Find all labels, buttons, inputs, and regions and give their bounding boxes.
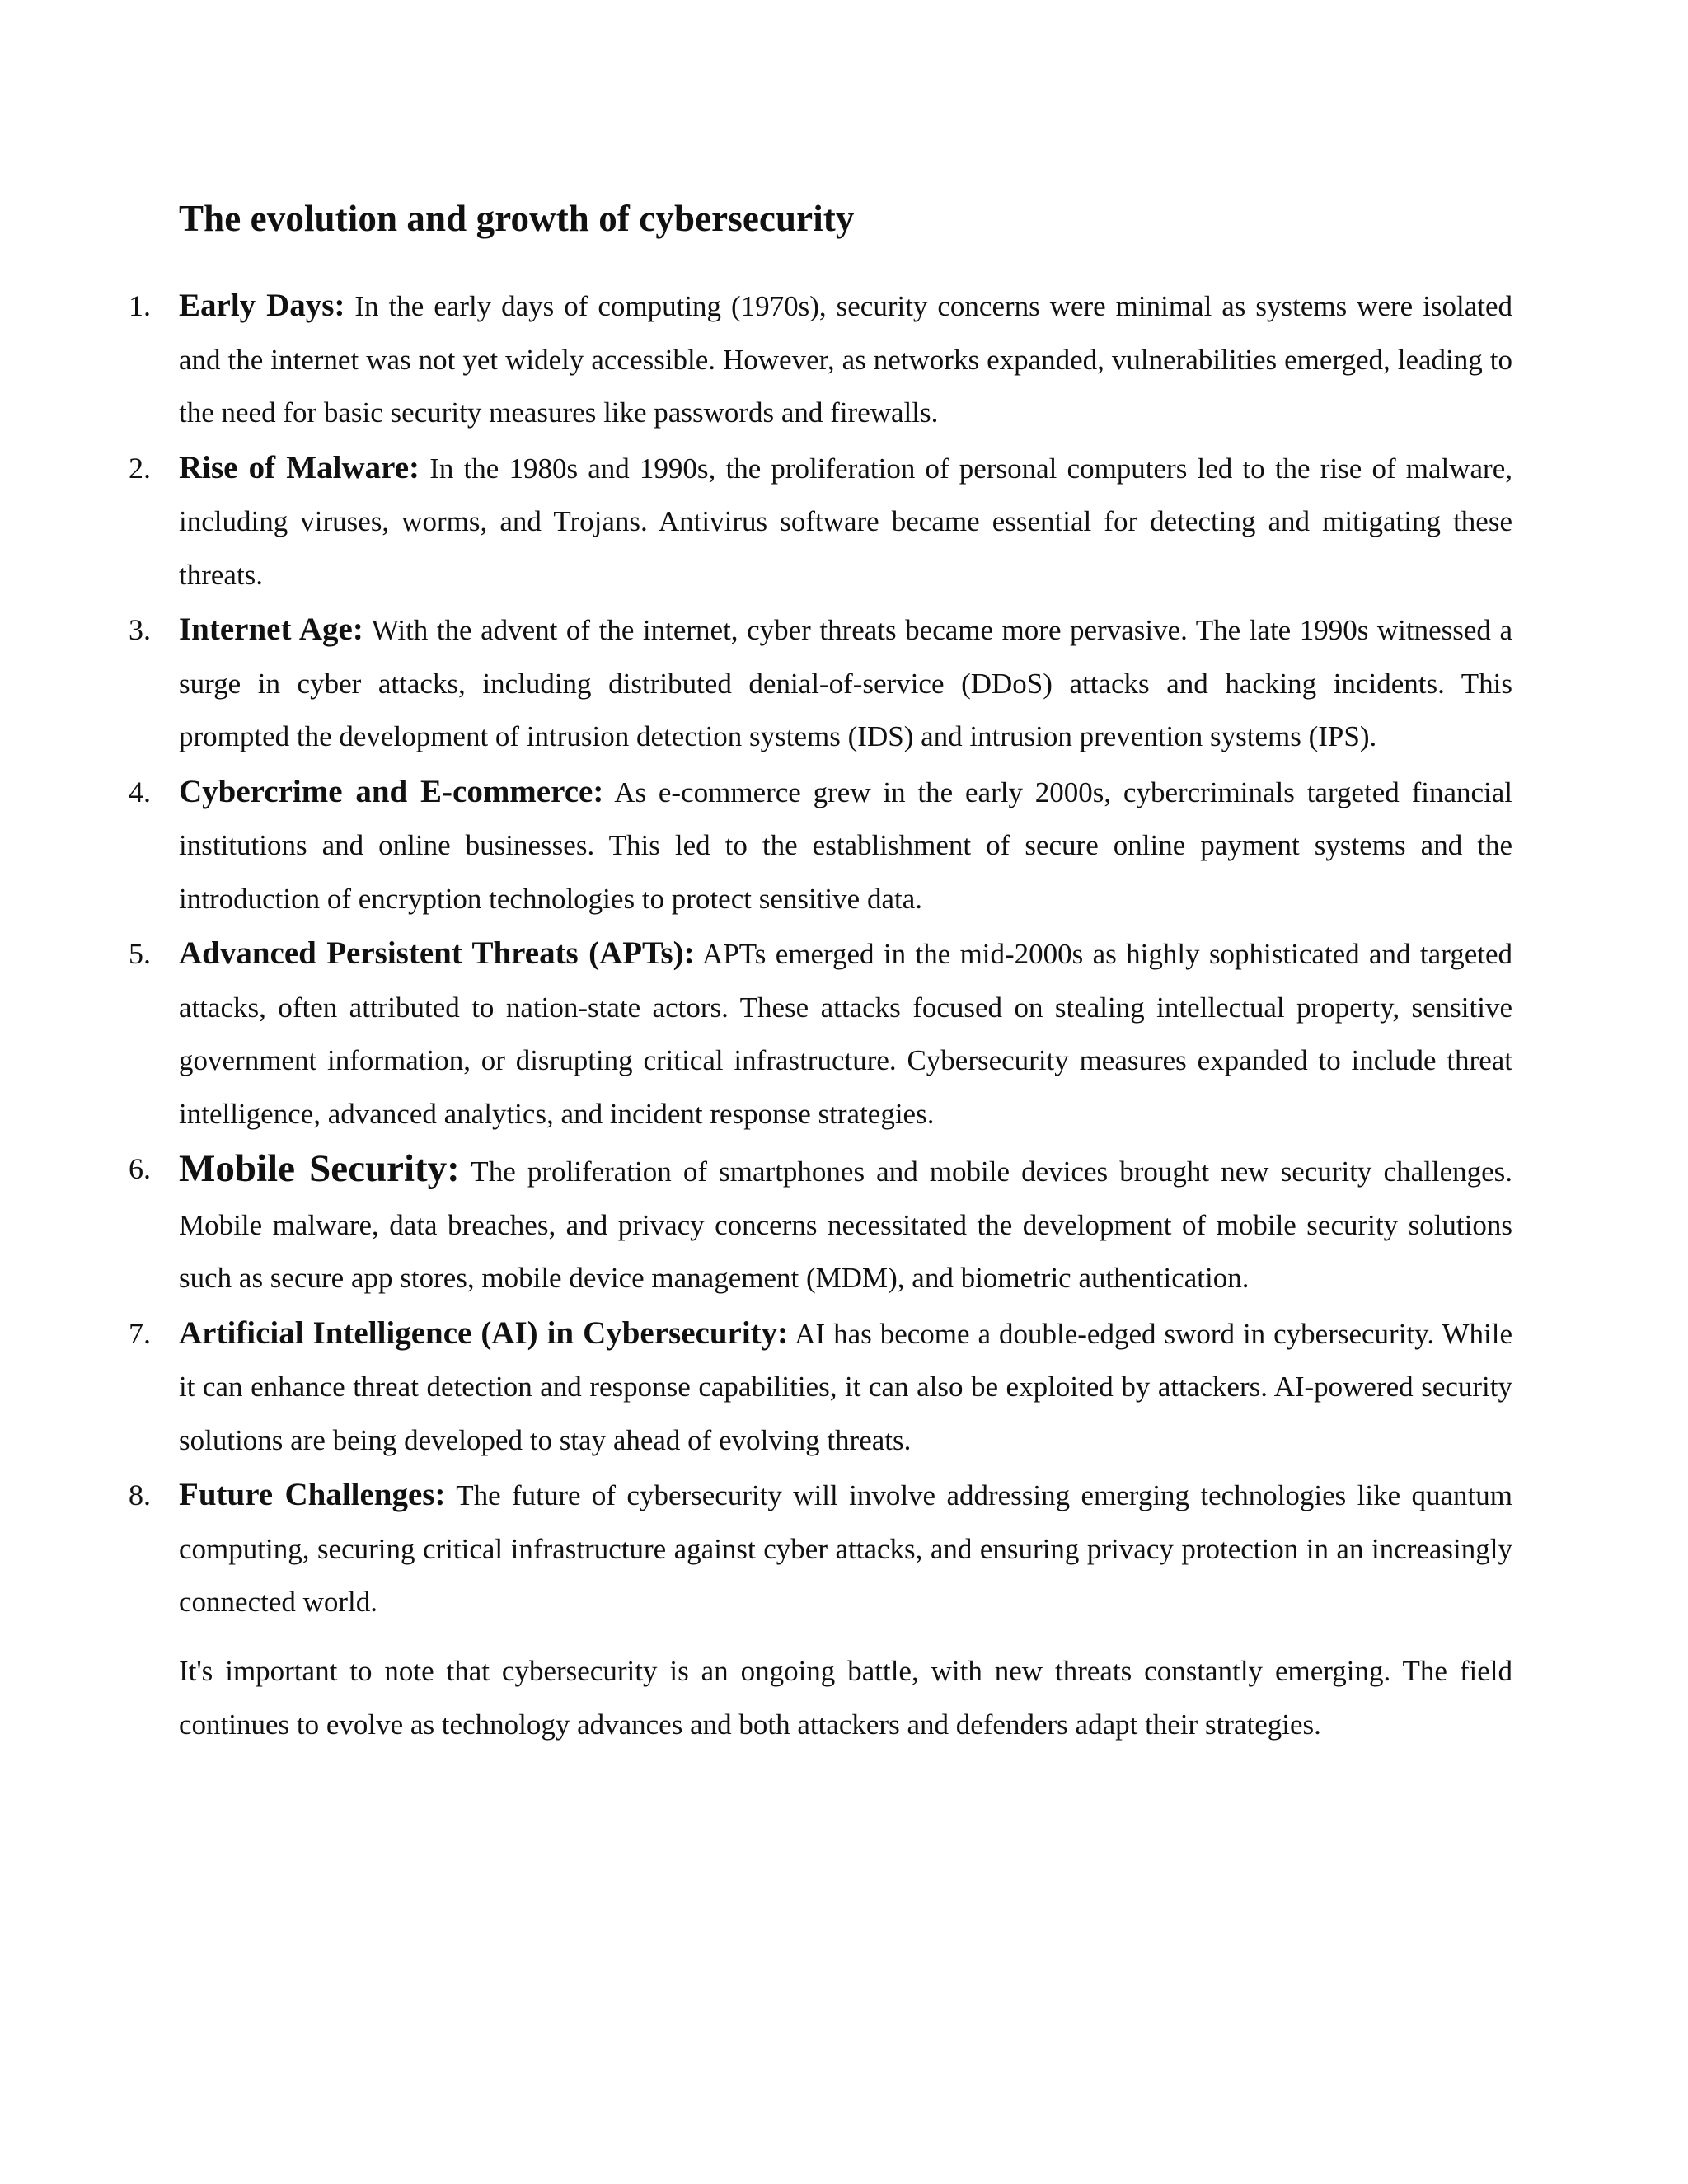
- evolution-list: [0, 279, 1688, 1631]
- list-item-body: In the early days of computing (1970s), security concerns were minimal as systems were isolated and the internet was not yet widely accessible. However, as networks expanded, vulnerabilities emerged, leading to the need for basic security measures like passwords and firewalls.: [179, 290, 1512, 429]
- list-item-body: In the 1980s and 1990s, the proliferation of personal computers led to the rise of malware, including viruses, worms, and Trojans. Antivirus software became essential for detecting and mitigating these threats.: [179, 452, 1512, 591]
- list-item-future-challenges: [0, 1469, 1512, 1629]
- list-item-text: [179, 1307, 1512, 1468]
- list-item-term: Cybercrime and E-commerce:: [179, 773, 604, 809]
- list-item-number: 4.: [129, 775, 151, 808]
- list-item-number: 1.: [129, 289, 151, 322]
- list-item-text: [179, 1142, 1512, 1305]
- list-item-apts: [0, 927, 1512, 1141]
- list-item-ai-cybersecurity: [0, 1307, 1512, 1468]
- list-item-number: 2.: [129, 451, 151, 485]
- list-item-mobile-security: [0, 1142, 1512, 1305]
- list-item-text: [179, 1469, 1512, 1629]
- list-item-body: APTs emerged in the mid-2000s as highly sophisticated and targeted attacks, often attributed to nation-state actors. These attacks focused on stealing intellectual property, sensitive government information, or disrupting critical infrastructure. Cybersecurity measures expanded to include threat intelligence, advanced analytics, and incident response strategies.: [179, 938, 1512, 1130]
- list-item-number: 3.: [129, 613, 151, 646]
- list-item-term: Artificial Intelligence (AI) in Cybersecurity:: [179, 1315, 789, 1351]
- list-item-term: Early Days:: [179, 288, 345, 323]
- list-item-cybercrime-ecommerce: [0, 766, 1512, 926]
- list-item-body: With the advent of the internet, cyber threats became more pervasive. The late 1990s witnessed a surge in cyber attacks, including distributed denial-of-service (DDoS) attacks and hacking incidents. This prompted the development of intrusion detection systems (IDS) and intrusion prevention systems (IPS).: [179, 614, 1512, 752]
- list-item-text: [179, 279, 1512, 440]
- list-item-early-days: [0, 279, 1512, 440]
- list-item-term: Internet Age:: [179, 612, 363, 647]
- list-item-number: 5.: [129, 937, 151, 970]
- closing-paragraph: It's important to note that cybersecurity is an ongoing battle, with new threats constantly emerging. The field continues to evolve as technology advances and both attackers and defenders adapt their strategies.: [179, 1655, 1512, 1741]
- list-item-term: Rise of Malware:: [179, 449, 420, 485]
- list-item-rise-of-malware: [0, 442, 1512, 602]
- list-item-number: 6.: [129, 1152, 151, 1185]
- list-item-term: Advanced Persistent Threats (APTs):: [179, 935, 695, 971]
- list-item-body: The future of cybersecurity will involve addressing emerging technologies like quantum computing, securing critical infrastructure against cyber attacks, and ensuring privacy protection in an increasingly connected world.: [179, 1479, 1512, 1618]
- list-item-text: [179, 603, 1512, 764]
- list-item-text: [179, 766, 1512, 926]
- page-title: The evolution and growth of cybersecurity: [179, 198, 855, 239]
- list-item-body: AI has become a double-edged sword in cybersecurity. While it can enhance threat detection and response capabilities, it can also be exploited by attackers. AI-powered security solutions are being developed to stay ahead of evolving threats.: [179, 1317, 1512, 1456]
- list-item-term: Mobile Security:: [179, 1147, 460, 1190]
- list-item-text: [179, 927, 1512, 1141]
- list-item-internet-age: [0, 603, 1512, 764]
- list-item-body: The proliferation of smartphones and mobile devices brought new security challenges. Mobile malware, data breaches, and privacy concerns necessitated the development of mobile security solutions such as secure app stores, mobile device management (MDM), and biometric authentication.: [179, 1155, 1513, 1294]
- list-item-number: 8.: [129, 1479, 151, 1511]
- list-item-term: Future Challenges:: [179, 1477, 446, 1512]
- list-item-text: [179, 442, 1512, 602]
- list-item-number: 7.: [129, 1316, 151, 1350]
- list-item-body: As e-commerce grew in the early 2000s, cybercriminals targeted financial institutions and online businesses. This led to the establishment of secure online payment systems and the introduction of encryption technologies to protect sensitive data.: [179, 776, 1513, 915]
